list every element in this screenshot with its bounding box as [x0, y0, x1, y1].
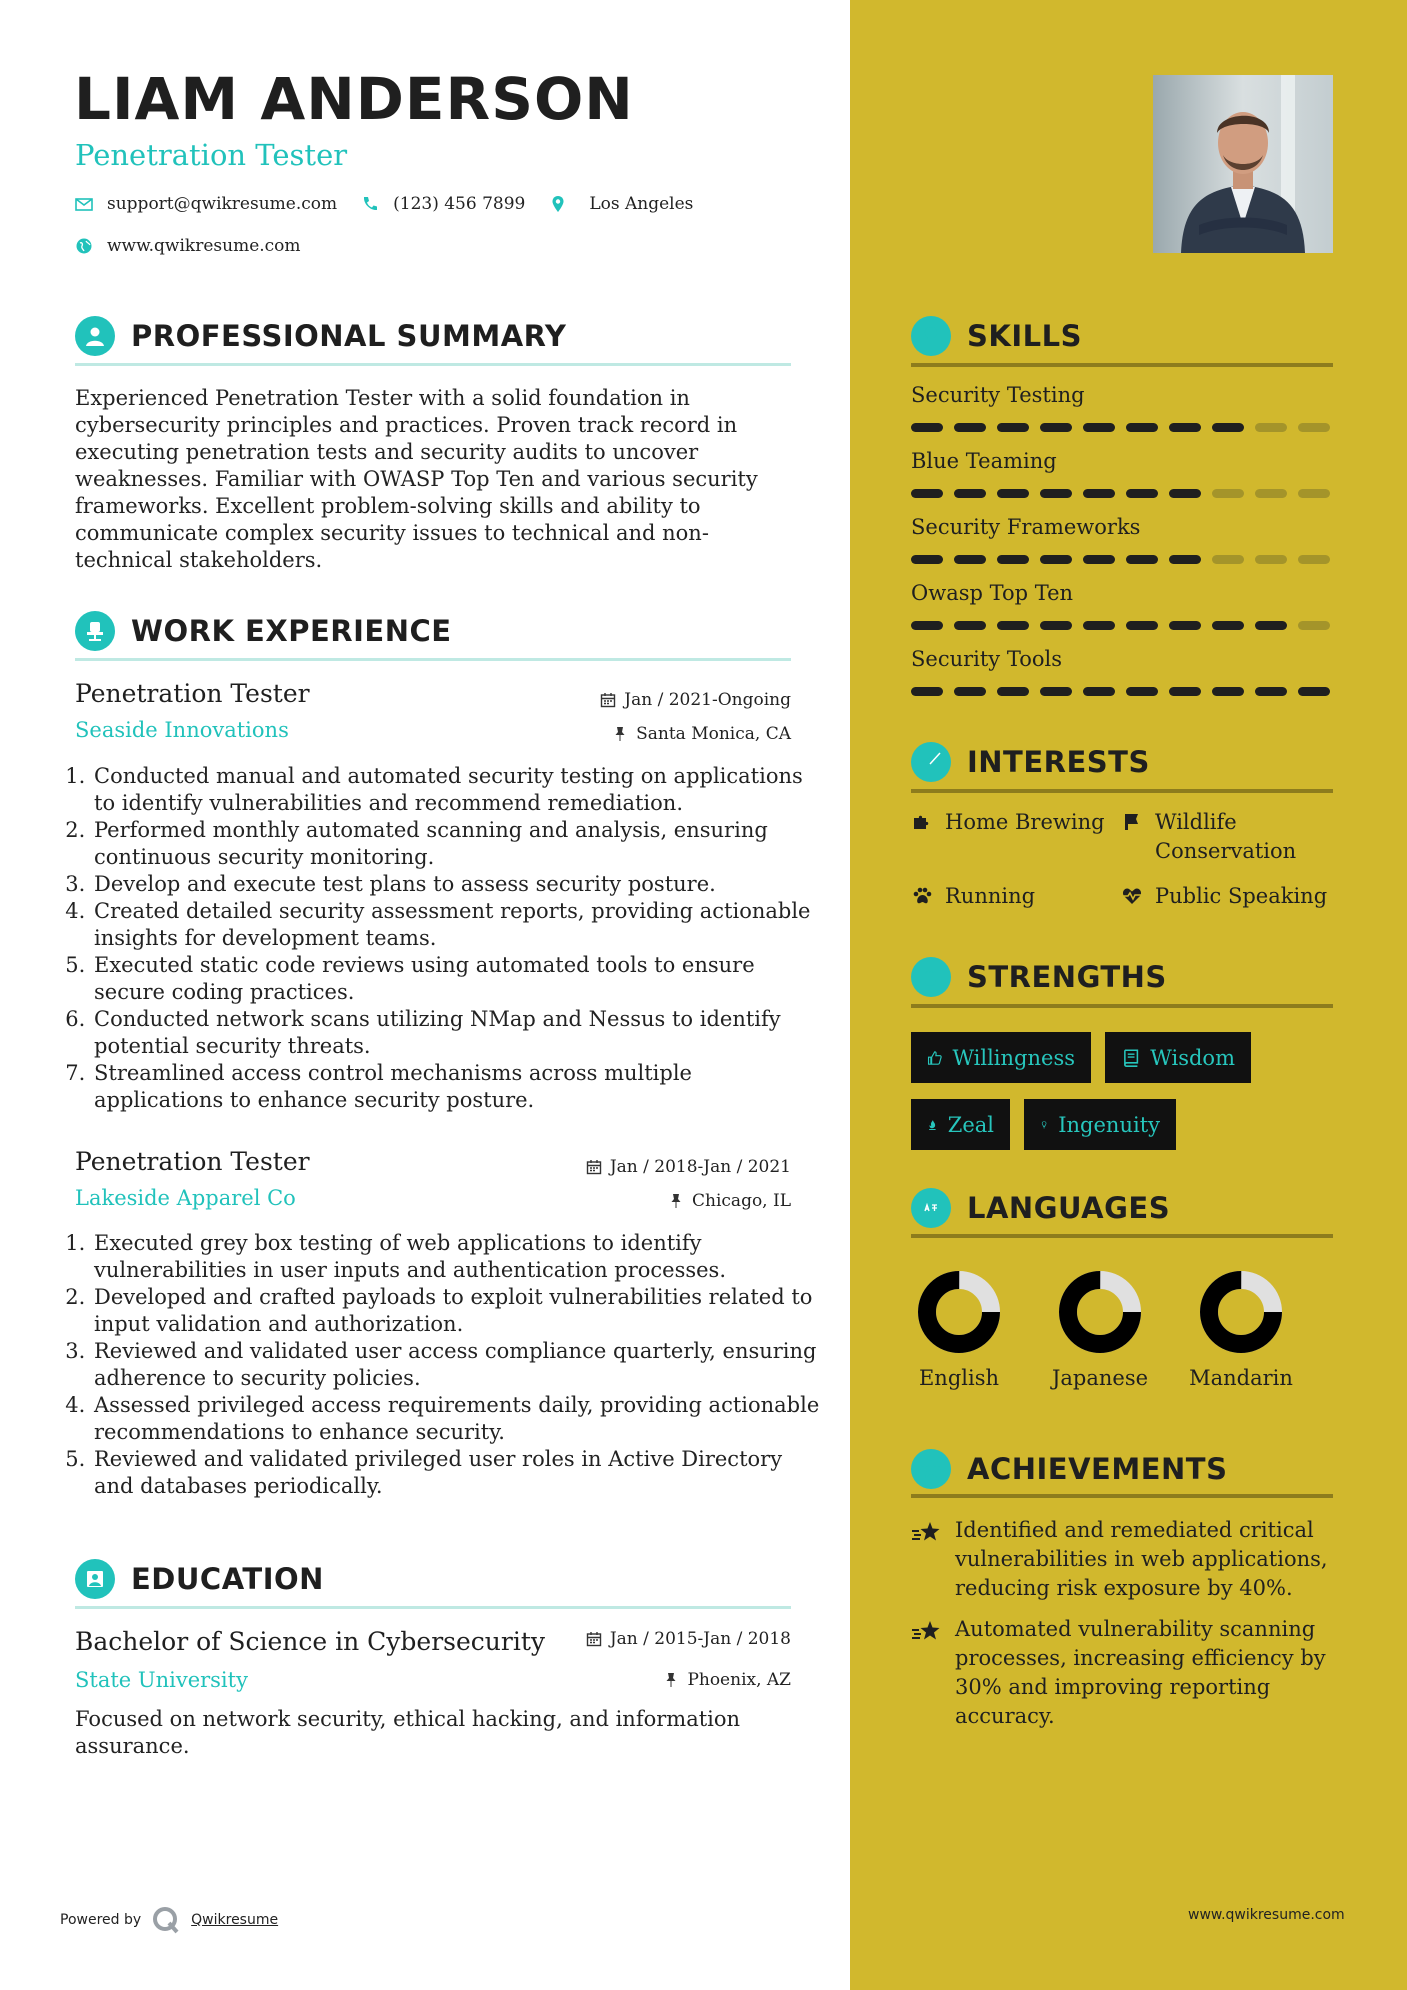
shooting-star-icon — [911, 1619, 943, 1645]
fist-icon — [911, 957, 951, 997]
job-bullets — [68, 763, 822, 1114]
language-level-ring — [915, 1268, 1003, 1356]
interest-label: Public Speaking — [1155, 884, 1328, 908]
interest-label: Home Brewing — [945, 810, 1105, 834]
contact-row — [75, 194, 693, 214]
list-item: 3. Reviewed and validated user access compliance quarterly, ensuring adherence to security policies. — [92, 1338, 822, 1392]
profile-photo — [1153, 75, 1333, 253]
envelope-icon — [75, 195, 93, 213]
list-item: 1. Conducted manual and automated security testing on applications to identify vulnerabilities and recommend remediation. — [92, 763, 822, 817]
experience-heading — [75, 611, 452, 651]
list-item: 5. Executed static code reviews using automated tools to ensure secure coding practices. — [92, 952, 822, 1006]
paper-plane-icon — [911, 742, 951, 782]
user-icon — [75, 316, 115, 356]
interest-item — [911, 882, 1121, 911]
strengths-heading — [911, 957, 1167, 997]
interest-item — [1121, 882, 1333, 911]
education-divider — [75, 1606, 791, 1609]
skill-level-bar — [911, 621, 1333, 630]
language-level-ring — [1056, 1268, 1144, 1356]
languages-divider — [911, 1234, 1333, 1238]
skill-level-segment — [1040, 555, 1072, 564]
school-name: State University — [75, 1668, 248, 1692]
chair-icon — [75, 611, 115, 651]
qwikresume-logo-icon — [151, 1905, 181, 1935]
skill-level-segment — [1040, 621, 1072, 630]
list-item: 1. Executed grey box testing of web applications to identify vulnerabilities in user inputs and authentication processes. — [92, 1230, 822, 1284]
education-heading — [75, 1559, 324, 1599]
skills-title: SKILLS — [967, 319, 1082, 353]
job-title: Penetration Tester — [75, 1147, 310, 1176]
skill-level-segment — [1212, 687, 1244, 696]
experience-divider — [75, 658, 791, 661]
website-text: www.qwikresume.com — [107, 236, 301, 256]
thumbs-up-icon — [927, 1048, 942, 1068]
skill-level-segment — [1040, 423, 1072, 432]
skill-level-bar — [911, 687, 1333, 696]
skill-level-segment — [997, 621, 1029, 630]
skills-heading — [911, 316, 1082, 356]
achievements-divider — [911, 1494, 1333, 1498]
education-title: EDUCATION — [131, 1562, 324, 1596]
job-location-text: Chicago, IL — [692, 1191, 791, 1211]
language-item — [1181, 1268, 1301, 1390]
skill-item — [911, 647, 1333, 696]
degree-title: Bachelor of Science in Cybersecurity — [75, 1627, 546, 1656]
strength-label: Zeal — [947, 1112, 994, 1137]
skill-level-segment — [1255, 555, 1287, 564]
skill-level-segment — [1083, 621, 1115, 630]
skill-level-segment — [1255, 423, 1287, 432]
skill-level-bar — [911, 555, 1333, 564]
job-title: Penetration Tester — [75, 679, 310, 708]
strength-label: Wisdom — [1150, 1045, 1235, 1070]
skill-level-segment — [954, 687, 986, 696]
strength-tag — [1105, 1032, 1251, 1083]
language-label: Mandarin — [1189, 1366, 1293, 1390]
job-dates — [600, 690, 791, 710]
skill-level-segment — [911, 489, 943, 498]
skill-level-segment — [1169, 555, 1201, 564]
pushpin-icon — [668, 1193, 684, 1209]
lightbulb-icon — [911, 316, 951, 356]
skill-label: Security Frameworks — [911, 515, 1141, 539]
skill-level-segment — [1212, 555, 1244, 564]
list-item: 4. Created detailed security assessment reports, providing actionable insights for development teams. — [92, 898, 822, 952]
skill-level-segment — [1255, 489, 1287, 498]
education-location-text: Phoenix, AZ — [687, 1670, 791, 1690]
job-company: Lakeside Apparel Co — [75, 1186, 296, 1210]
skill-level-segment — [1040, 489, 1072, 498]
skill-level-segment — [911, 423, 943, 432]
skill-level-segment — [954, 489, 986, 498]
skill-level-segment — [1255, 687, 1287, 696]
strengths-divider — [911, 1004, 1333, 1008]
skill-level-segment — [1083, 489, 1115, 498]
skill-level-segment — [1212, 423, 1244, 432]
interests-divider — [911, 789, 1333, 793]
education-dates-text: Jan / 2015-Jan / 2018 — [609, 1629, 791, 1649]
strength-label: Willingness — [952, 1045, 1075, 1070]
skill-level-segment — [911, 621, 943, 630]
skill-label: Blue Teaming — [911, 449, 1057, 473]
graduate-icon — [75, 1559, 115, 1599]
interest-item — [1121, 808, 1333, 866]
skill-level-segment — [997, 687, 1029, 696]
phone-text: (123) 456 7899 — [393, 194, 526, 214]
achievement-item — [911, 1516, 1333, 1603]
skill-level-segment — [954, 423, 986, 432]
list-item: 7. Streamlined access control mechanisms across multiple applications to enhance security posture. — [92, 1060, 822, 1114]
skill-level-bar — [911, 489, 1333, 498]
job-bullets — [68, 1230, 822, 1500]
website-item[interactable] — [75, 236, 301, 256]
education-location — [663, 1670, 791, 1690]
powered-by — [60, 1905, 278, 1935]
skill-level-segment — [997, 489, 1029, 498]
language-level-ring — [1197, 1268, 1285, 1356]
summary-text: Experienced Penetration Tester with a solid foundation in cybersecurity principles and practices. Proven track record in executing penetration tests and security audits to uncover weaknesses. Familiar with OWASP Top Ten and various security frameworks. Excellent problem-solving skills and ability to communicate complex security issues to technical and non-technical stakeholders. — [75, 386, 758, 572]
calendar-icon — [586, 1631, 602, 1647]
skill-level-segment — [1126, 687, 1158, 696]
skill-level-segment — [1040, 687, 1072, 696]
skill-level-segment — [954, 555, 986, 564]
qwikresume-link[interactable]: Qwikresume — [191, 1912, 279, 1928]
job-dates-text: Jan / 2021-Ongoing — [624, 690, 791, 710]
language-item — [899, 1268, 1019, 1390]
summary-divider — [75, 363, 791, 366]
strength-tag — [911, 1032, 1091, 1083]
shooting-star-icon — [911, 1520, 943, 1546]
education-description: Focused on network security, ethical hacking, and information assurance. — [75, 1707, 741, 1758]
skill-level-segment — [1212, 489, 1244, 498]
strength-tag — [911, 1099, 1010, 1150]
job-location — [612, 724, 791, 744]
lightbulb-icon — [1040, 1115, 1048, 1135]
skill-level-segment — [1298, 423, 1330, 432]
job-dates-text: Jan / 2018-Jan / 2021 — [609, 1157, 791, 1177]
skill-level-segment — [911, 555, 943, 564]
email-item[interactable] — [75, 194, 337, 214]
achievements-title: ACHIEVEMENTS — [967, 1452, 1228, 1486]
skill-label: Owasp Top Ten — [911, 581, 1074, 605]
skill-item — [911, 449, 1333, 498]
skill-level-segment — [1126, 621, 1158, 630]
skill-level-segment — [1083, 423, 1115, 432]
list-item: 5. Reviewed and validated privileged user roles in Active Directory and databases periodically. — [92, 1446, 822, 1500]
calendar-icon — [586, 1159, 602, 1175]
skill-level-segment — [1169, 423, 1201, 432]
puzzle-icon — [911, 811, 933, 833]
skill-level-segment — [1298, 489, 1330, 498]
skill-level-segment — [1212, 621, 1244, 630]
skill-level-segment — [1298, 687, 1330, 696]
list-item: 6. Conducted network scans utilizing NMap and Nessus to identify potential security threats. — [92, 1006, 822, 1060]
skill-level-segment — [1169, 489, 1201, 498]
powered-by-label: Powered by — [60, 1912, 142, 1928]
skills-divider — [911, 363, 1333, 367]
translate-icon — [911, 1188, 951, 1228]
footer-site[interactable]: www.qwikresume.com — [1188, 1907, 1345, 1923]
interest-label: Wildlife Conservation — [1155, 810, 1297, 863]
map-pin-icon — [549, 195, 567, 213]
experience-title: WORK EXPERIENCE — [131, 614, 452, 648]
skill-level-segment — [1083, 555, 1115, 564]
skill-level-segment — [997, 555, 1029, 564]
pushpin-icon — [663, 1672, 679, 1688]
skill-level-segment — [1169, 687, 1201, 696]
skill-label: Security Tools — [911, 647, 1062, 671]
achievement-text: Automated vulnerability scanning processes, increasing efficiency by 30% and improving reporting accuracy. — [955, 1617, 1326, 1728]
education-dates — [586, 1629, 791, 1649]
skill-level-segment — [1255, 621, 1287, 630]
summary-heading — [75, 316, 566, 356]
achievements-heading — [911, 1449, 1227, 1489]
heartbeat-icon — [1121, 885, 1143, 907]
language-label: Japanese — [1051, 1366, 1149, 1390]
skill-level-segment — [1126, 423, 1158, 432]
flag-icon — [1121, 811, 1143, 833]
skill-level-segment — [1169, 621, 1201, 630]
flame-icon — [927, 1115, 938, 1135]
skill-level-segment — [911, 687, 943, 696]
strengths-title: STRENGTHS — [967, 960, 1167, 994]
language-label: English — [918, 1366, 1000, 1390]
phone-item[interactable] — [361, 194, 525, 214]
job-company: Seaside Innovations — [75, 718, 289, 742]
list-item: 2. Performed monthly automated scanning and analysis, ensuring continuous security monitoring. — [92, 817, 822, 871]
interests-title: INTERESTS — [967, 745, 1150, 779]
skill-level-segment — [1083, 687, 1115, 696]
achievement-item — [911, 1615, 1333, 1731]
location-text: Los Angeles — [589, 194, 694, 214]
location-item — [549, 194, 693, 214]
skill-level-segment — [1126, 555, 1158, 564]
job-location-text: Santa Monica, CA — [636, 724, 791, 744]
skill-level-bar — [911, 423, 1333, 432]
phone-icon — [361, 195, 379, 213]
skill-label: Security Testing — [911, 383, 1085, 407]
skill-item — [911, 515, 1333, 564]
languages-title: LANGUAGES — [967, 1191, 1171, 1225]
book-icon — [1121, 1048, 1140, 1068]
language-item — [1040, 1268, 1160, 1390]
email-text: support@qwikresume.com — [107, 194, 338, 214]
skill-level-segment — [954, 621, 986, 630]
skill-item — [911, 383, 1333, 432]
job-location — [668, 1191, 791, 1211]
skill-level-segment — [1126, 489, 1158, 498]
achievement-text: Identified and remediated critical vulnerabilities in web applications, reducing risk exposure by 40%. — [955, 1518, 1328, 1600]
list-item: 2. Developed and crafted payloads to exploit vulnerabilities related to input validation and authorization. — [92, 1284, 822, 1338]
languages-heading — [911, 1188, 1170, 1228]
pushpin-icon — [612, 726, 628, 742]
star-badge-icon — [911, 1449, 951, 1489]
interest-item — [911, 808, 1121, 837]
candidate-role: Penetration Tester — [75, 138, 348, 172]
skill-level-segment — [1298, 621, 1330, 630]
strength-label: Ingenuity — [1058, 1112, 1160, 1137]
paw-icon — [911, 885, 933, 907]
list-item: 4. Assessed privileged access requirements daily, providing actionable recommendations to enhance security. — [92, 1392, 822, 1446]
skill-level-segment — [997, 423, 1029, 432]
strength-tag — [1024, 1099, 1176, 1150]
candidate-name: LIAM ANDERSON — [74, 65, 634, 133]
skill-item — [911, 581, 1333, 630]
calendar-icon — [600, 692, 616, 708]
summary-title: PROFESSIONAL SUMMARY — [131, 319, 567, 353]
interests-heading — [911, 742, 1150, 782]
job-dates — [586, 1157, 791, 1177]
skill-level-segment — [1298, 555, 1330, 564]
globe-icon — [75, 237, 93, 255]
interest-label: Running — [945, 884, 1036, 908]
list-item: 3. Develop and execute test plans to assess security posture. — [92, 871, 822, 898]
